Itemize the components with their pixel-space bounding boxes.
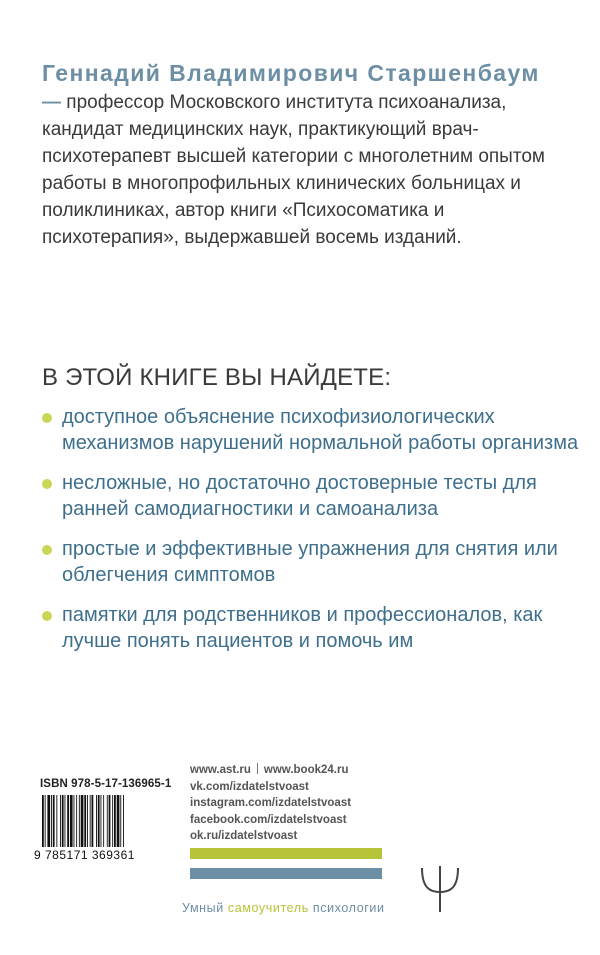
link-instagram[interactable]: instagram.com/izdatelstvoast: [190, 797, 352, 809]
bullet-dot-icon: [42, 545, 52, 555]
link-vk[interactable]: vk.com/izdatelstvoast: [190, 780, 309, 793]
bio-dash: —: [42, 92, 61, 113]
series-title: [182, 901, 412, 915]
series-part-3: психологии: [308, 901, 385, 915]
feature-item: [42, 404, 582, 456]
links-separator: [257, 763, 258, 774]
link-facebook[interactable]: facebook.com/izdatelstvoast: [190, 813, 347, 826]
link-book24[interactable]: www.book24.ru: [263, 764, 349, 776]
feature-text: памятки для родственников и профессионалов, как лучше понять пациентов и помочь им: [62, 604, 543, 652]
feature-item: [42, 536, 582, 588]
barcode-digits: 9 785171 369361: [34, 848, 135, 862]
isbn-label: ISBN 978-5-17-136965-1: [40, 778, 172, 790]
series-part-1: Умный: [182, 901, 228, 915]
blue-stripe: [190, 868, 382, 879]
bullet-dot-icon: [42, 413, 52, 423]
feature-item: [42, 470, 582, 522]
author-bio: [42, 60, 562, 251]
publisher-links: [190, 762, 400, 845]
link-ok[interactable]: ok.ru/izdatelstvoast: [190, 830, 298, 842]
psi-symbol-icon: [416, 862, 464, 914]
bullet-dot-icon: [42, 611, 52, 621]
author-bio-text: профессор Московского института психоанализа, кандидат медицинских наук, практикующий врач-психотерапевт высшей категории с многолетним опытом работы в многопрофильных клинических больницах и поликлиниках, автор книги «Психосоматика и психотерапия», выдержавшей восемь изданий.: [42, 92, 545, 248]
author-name: Геннадий Владимирович Старшенбаум: [42, 60, 540, 86]
series-part-2: самоучитель: [227, 901, 309, 915]
feature-text: несложные, но достаточно достоверные тесты для ранней самодиагностики и самоанализа: [62, 472, 537, 520]
link-ast[interactable]: www.ast.ru: [190, 764, 251, 776]
green-stripe: [190, 848, 382, 859]
bullet-dot-icon: [42, 479, 52, 489]
section-title: В ЭТОЙ КНИГЕ ВЫ НАЙДЕТЕ:: [42, 364, 392, 391]
barcode-icon: [40, 795, 168, 851]
links-row-sites: [190, 762, 400, 779]
feature-text: доступное объяснение психофизиологических механизмов нарушений нормальной работы организма: [62, 406, 579, 454]
features-list: [42, 404, 582, 668]
feature-text: простые и эффективные упражнения для снятия или облегчения симптомов: [62, 538, 558, 586]
feature-item: [42, 602, 582, 654]
